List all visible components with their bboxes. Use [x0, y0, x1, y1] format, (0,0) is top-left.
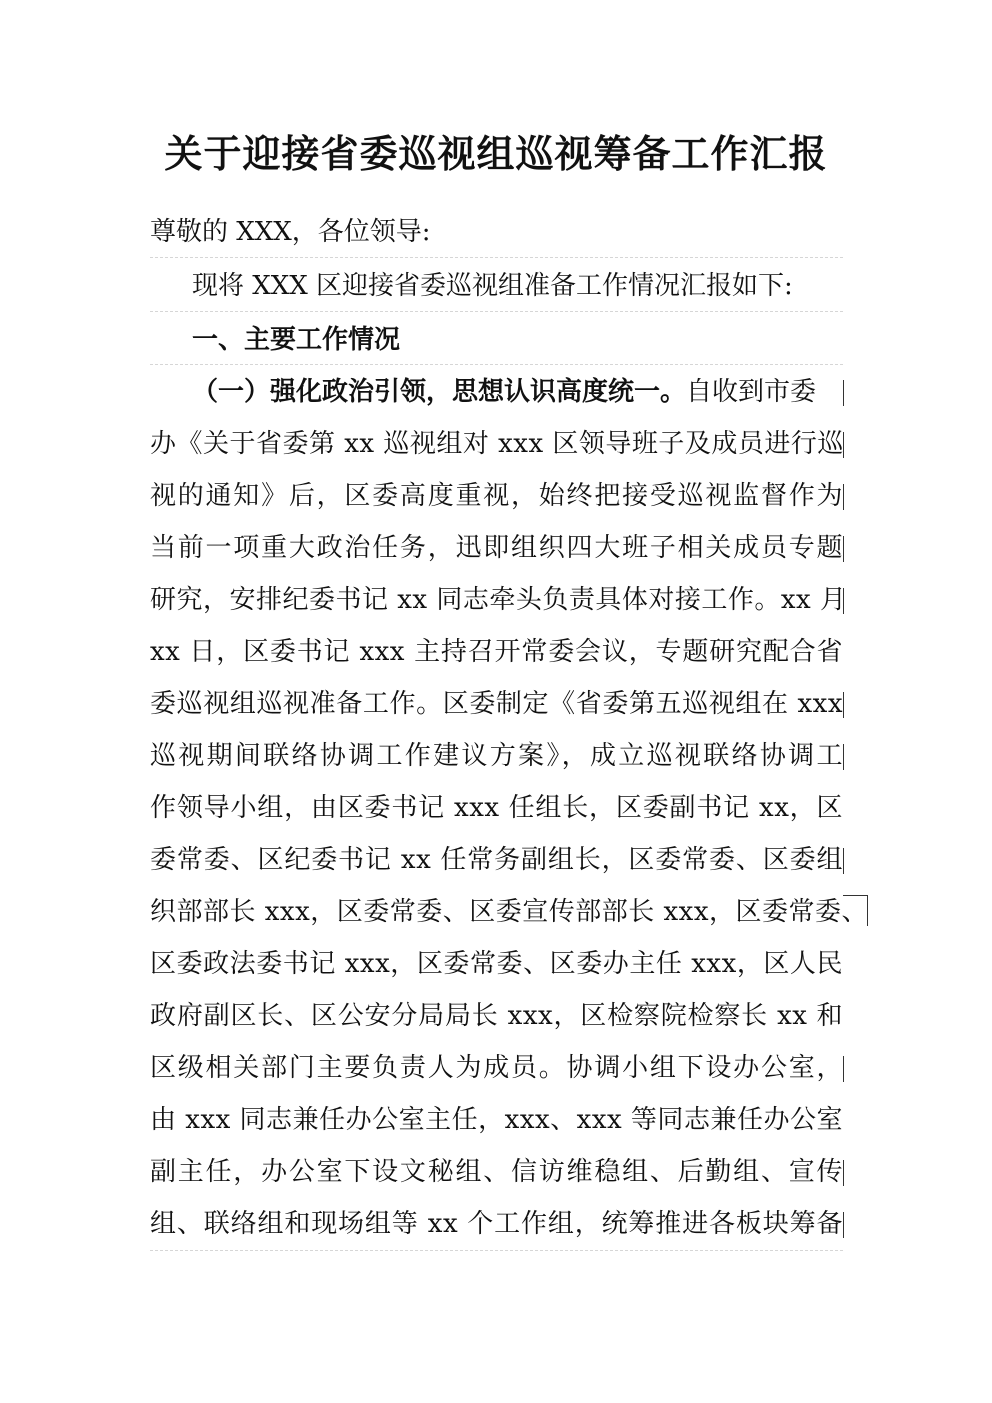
margin-mark	[843, 432, 844, 458]
margin-mark	[843, 1056, 844, 1082]
margin-mark	[843, 588, 844, 614]
document-title: 关于迎接省委巡视组巡视筹备工作汇报	[164, 131, 828, 176]
line-divider	[150, 311, 843, 312]
margin-mark	[843, 692, 844, 718]
line-divider	[150, 364, 843, 365]
intro-paragraph: 现将 XXX 区迎接省委巡视组准备工作情况汇报如下:	[192, 271, 793, 301]
margin-corner-mark	[843, 895, 868, 926]
paragraph-line: 当前一项重大政治任务，迅即组织四大班子相关成员专题	[150, 533, 843, 563]
line-divider	[150, 1250, 843, 1251]
margin-mark	[843, 536, 844, 562]
salutation: 尊敬的 XXX，各位领导:	[150, 217, 431, 247]
paragraph-line: xx 日，区委书记 xxx 主持召开常委会议，专题研究配合省	[150, 637, 843, 667]
line-divider	[150, 257, 843, 258]
paragraph-line: 委常委、区纪委书记 xx 任常务副组长，区委常委、区委组	[150, 845, 843, 875]
paragraph-line: 区委政法委书记 xxx，区委常委、区委办主任 xxx，区人民	[150, 949, 843, 979]
paragraph-line: 由 xxx 同志兼任办公室主任，xxx、xxx 等同志兼任办公室	[150, 1105, 843, 1135]
paragraph-line: 巡视期间联络协调工作建议方案》，成立巡视联络协调工	[150, 741, 843, 771]
paragraph-line: 研究，安排纪委书记 xx 同志牵头负责具体对接工作。xx 月	[150, 585, 847, 615]
paragraph-first-line	[192, 372, 816, 412]
paragraph-line: 副主任，办公室下设文秘组、信访维稳组、后勤组、宣传	[150, 1157, 843, 1187]
paragraph-line: 织部部长 xxx，区委常委、区委宣传部部长 xxx，区委常委、	[150, 897, 869, 927]
section-heading: 一、主要工作情况	[192, 325, 401, 355]
margin-mark	[843, 380, 844, 406]
subsection-lead: （一）强化政治引领，思想认识高度统一。	[192, 377, 687, 407]
margin-mark	[843, 1160, 844, 1186]
paragraph-line: 委巡视组巡视准备工作。区委制定《省委第五巡视组在 xxx	[150, 689, 843, 719]
paragraph-line: 自收到市委	[686, 377, 817, 407]
margin-mark	[843, 1212, 844, 1238]
margin-mark	[843, 848, 844, 874]
paragraph-line: 作领导小组，由区委书记 xxx 任组长，区委副书记 xx，区	[150, 793, 843, 823]
paragraph-line: 政府副区长、区公安分局局长 xxx，区检察院检察长 xx 和	[150, 1001, 843, 1031]
paragraph-line: 办《关于省委第 xx 巡视组对 xxx 区领导班子及成员进行巡	[150, 429, 844, 459]
margin-mark	[843, 484, 844, 510]
margin-mark	[843, 744, 844, 770]
paragraph-line: 组、联络组和现场组等 xx 个工作组，统筹推进各板块筹备	[150, 1209, 843, 1239]
paragraph-line: 区级相关部门主要负责人为成员。协调小组下设办公室，	[150, 1053, 843, 1083]
paragraph-line: 视的通知》后，区委高度重视，始终把接受巡视监督作为	[150, 481, 843, 511]
